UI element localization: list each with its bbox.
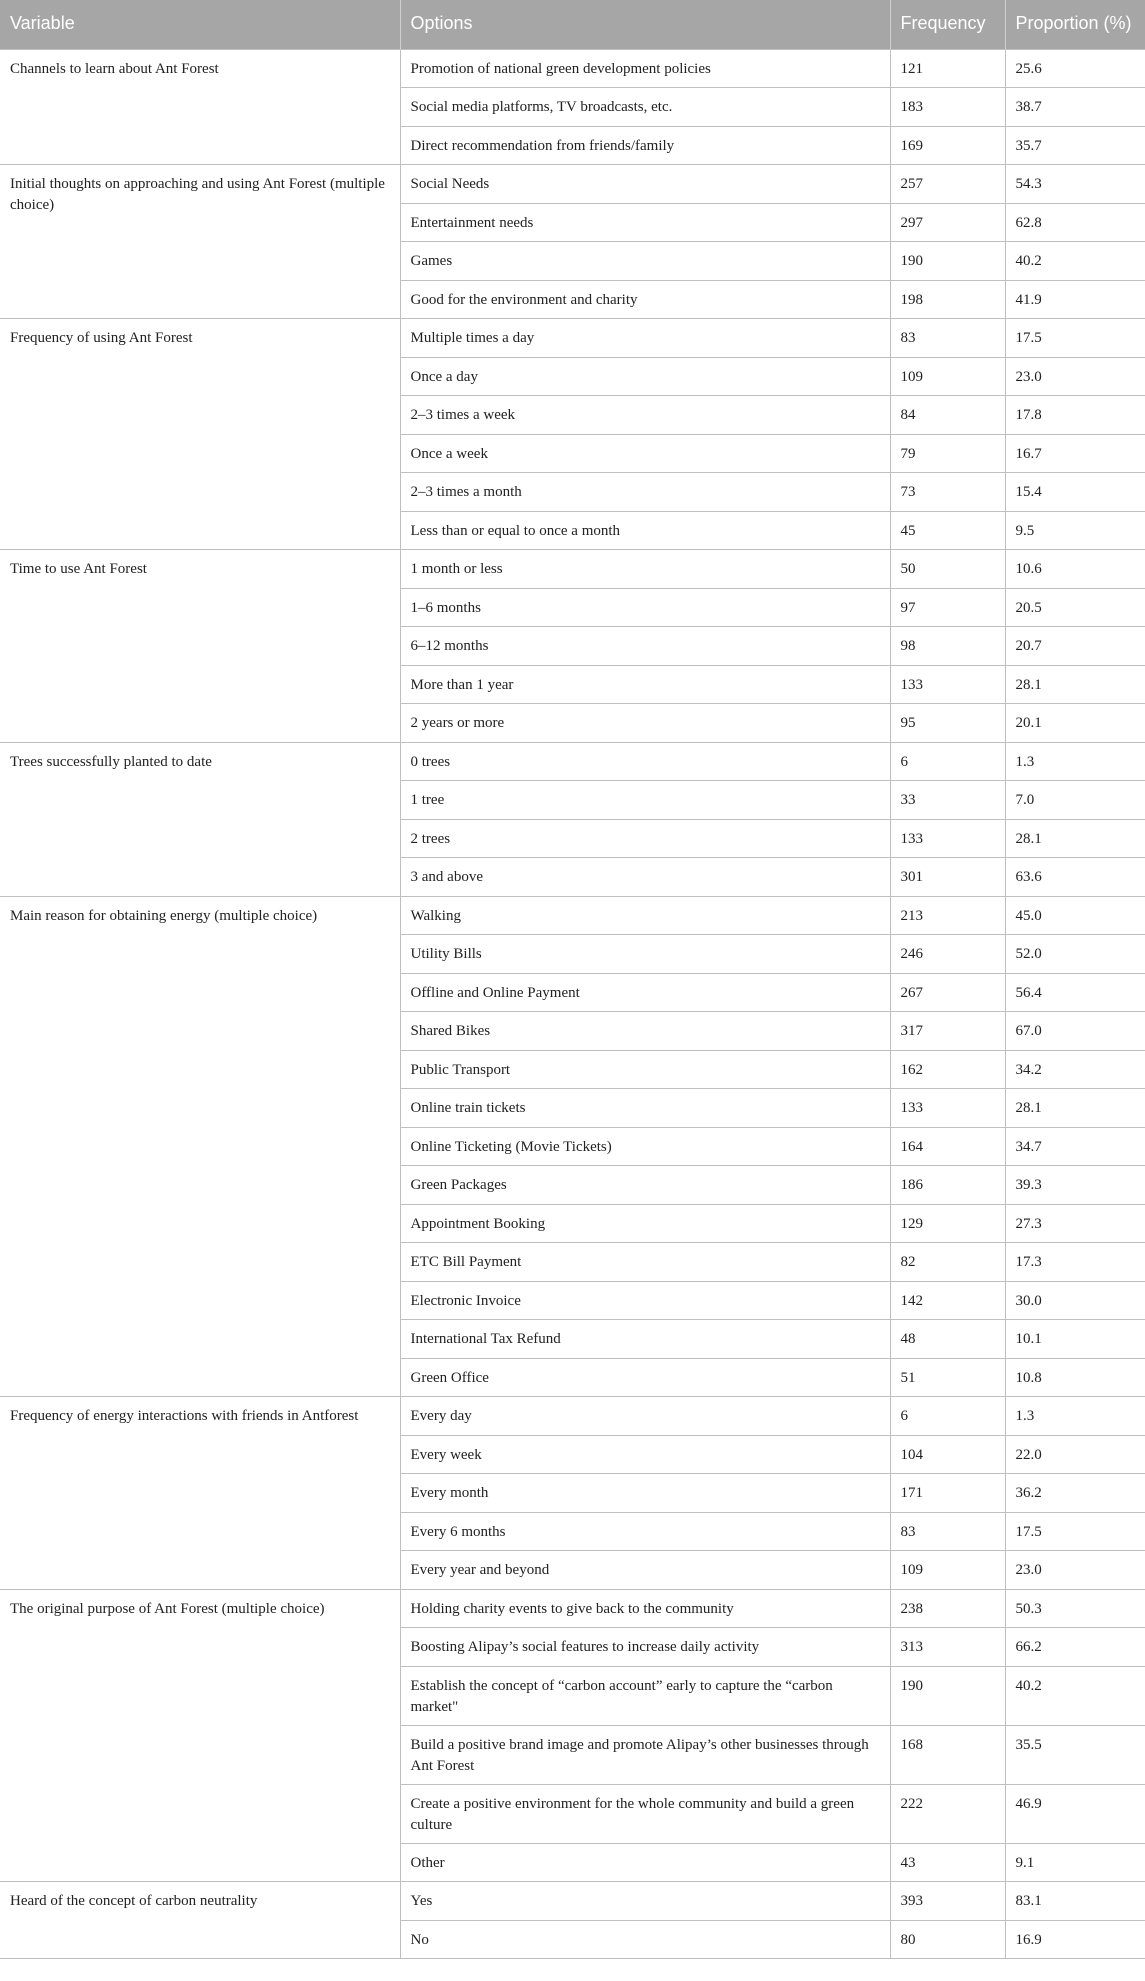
option-cell: More than 1 year [400,665,890,704]
frequency-cell: 213 [890,896,1005,935]
option-cell: Promotion of national green development policies [400,49,890,88]
option-cell: 3 and above [400,858,890,897]
frequency-cell: 82 [890,1243,1005,1282]
option-cell: Build a positive brand image and promote Alipay’s other businesses through Ant Forest [400,1725,890,1784]
proportion-cell: 28.1 [1005,819,1145,858]
option-cell: Every month [400,1474,890,1513]
proportion-cell: 35.7 [1005,126,1145,165]
proportion-cell: 1.3 [1005,1397,1145,1436]
option-cell: 0 trees [400,742,890,781]
frequency-cell: 73 [890,473,1005,512]
frequency-cell: 50 [890,550,1005,589]
table-row [0,49,1145,88]
frequency-cell: 79 [890,434,1005,473]
proportion-cell: 38.7 [1005,88,1145,127]
proportion-cell: 30.0 [1005,1281,1145,1320]
option-cell: Good for the environment and charity [400,280,890,319]
proportion-cell: 66.2 [1005,1628,1145,1667]
frequency-cell: 98 [890,627,1005,666]
option-cell: Entertainment needs [400,203,890,242]
option-cell: Games [400,242,890,281]
proportion-cell: 17.3 [1005,1243,1145,1282]
frequency-cell: 109 [890,357,1005,396]
frequency-cell: 43 [890,1843,1005,1882]
frequency-cell: 162 [890,1050,1005,1089]
proportion-cell: 83.1 [1005,1882,1145,1921]
proportion-cell: 36.2 [1005,1474,1145,1513]
proportion-cell: 9.5 [1005,511,1145,550]
proportion-cell: 35.5 [1005,1725,1145,1784]
proportion-cell: 67.0 [1005,1012,1145,1051]
frequency-cell: 109 [890,1551,1005,1590]
frequency-cell: 257 [890,165,1005,204]
frequency-cell: 80 [890,1920,1005,1959]
table-row [0,1589,1145,1628]
option-cell: Once a day [400,357,890,396]
option-cell: 2 trees [400,819,890,858]
option-cell: International Tax Refund [400,1320,890,1359]
option-cell: Online train tickets [400,1089,890,1128]
table-row [0,896,1145,935]
option-cell: Create a positive environment for the whole community and build a green culture [400,1784,890,1843]
option-cell: Yes [400,1882,890,1921]
frequency-cell: 171 [890,1474,1005,1513]
frequency-cell: 222 [890,1784,1005,1843]
proportion-cell: 15.4 [1005,473,1145,512]
frequency-cell: 104 [890,1435,1005,1474]
proportion-cell: 45.0 [1005,896,1145,935]
frequency-cell: 6 [890,742,1005,781]
option-cell: Every week [400,1435,890,1474]
proportion-cell: 54.3 [1005,165,1145,204]
proportion-cell: 63.6 [1005,858,1145,897]
option-cell: Holding charity events to give back to the community [400,1589,890,1628]
frequency-cell: 33 [890,781,1005,820]
option-cell: Social media platforms, TV broadcasts, etc. [400,88,890,127]
header-variable: Variable [0,0,400,49]
proportion-cell: 20.5 [1005,588,1145,627]
proportion-cell: 56.4 [1005,973,1145,1012]
option-cell: Every 6 months [400,1512,890,1551]
option-cell: 2–3 times a month [400,473,890,512]
frequency-cell: 97 [890,588,1005,627]
proportion-cell: 22.0 [1005,1435,1145,1474]
frequency-cell: 301 [890,858,1005,897]
frequency-cell: 142 [890,1281,1005,1320]
option-cell: Offline and Online Payment [400,973,890,1012]
proportion-cell: 52.0 [1005,935,1145,974]
frequency-cell: 133 [890,1089,1005,1128]
option-cell: Green Packages [400,1166,890,1205]
frequency-cell: 393 [890,1882,1005,1921]
variable-cell: Heard of the concept of carbon neutrality [0,1882,400,1959]
proportion-cell: 62.8 [1005,203,1145,242]
header-row [0,0,1145,49]
proportion-cell: 1.3 [1005,742,1145,781]
option-cell: Other [400,1843,890,1882]
proportion-cell: 28.1 [1005,1089,1145,1128]
proportion-cell: 41.9 [1005,280,1145,319]
option-cell: Establish the concept of “carbon account” early to capture the “carbon market" [400,1666,890,1725]
option-cell: Social Needs [400,165,890,204]
proportion-cell: 50.3 [1005,1589,1145,1628]
table-row [0,550,1145,589]
frequency-cell: 133 [890,819,1005,858]
table-body [0,49,1145,1959]
frequency-cell: 95 [890,704,1005,743]
proportion-cell: 10.6 [1005,550,1145,589]
header-frequency: Frequency [890,0,1005,49]
option-cell: 6–12 months [400,627,890,666]
frequency-cell: 183 [890,88,1005,127]
frequency-cell: 267 [890,973,1005,1012]
proportion-cell: 20.1 [1005,704,1145,743]
table-row [0,1397,1145,1436]
variable-cell: The original purpose of Ant Forest (multiple choice) [0,1589,400,1882]
frequency-cell: 51 [890,1358,1005,1397]
header-proportion: Proportion (%) [1005,0,1145,49]
proportion-cell: 40.2 [1005,242,1145,281]
option-cell: 2 years or more [400,704,890,743]
proportion-cell: 16.7 [1005,434,1145,473]
frequency-cell: 6 [890,1397,1005,1436]
proportion-cell: 27.3 [1005,1204,1145,1243]
frequency-cell: 238 [890,1589,1005,1628]
proportion-cell: 23.0 [1005,357,1145,396]
proportion-cell: 25.6 [1005,49,1145,88]
option-cell: Every day [400,1397,890,1436]
proportion-cell: 23.0 [1005,1551,1145,1590]
option-cell: Green Office [400,1358,890,1397]
option-cell: Less than or equal to once a month [400,511,890,550]
proportion-cell: 17.8 [1005,396,1145,435]
frequency-cell: 297 [890,203,1005,242]
frequency-cell: 168 [890,1725,1005,1784]
option-cell: 1 tree [400,781,890,820]
proportion-cell: 17.5 [1005,319,1145,358]
option-cell: Boosting Alipay’s social features to increase daily activity [400,1628,890,1667]
frequency-cell: 83 [890,1512,1005,1551]
proportion-cell: 39.3 [1005,1166,1145,1205]
option-cell: Walking [400,896,890,935]
frequency-cell: 164 [890,1127,1005,1166]
option-cell: Online Ticketing (Movie Tickets) [400,1127,890,1166]
option-cell: Appointment Booking [400,1204,890,1243]
frequency-cell: 317 [890,1012,1005,1051]
frequency-cell: 84 [890,396,1005,435]
frequency-cell: 190 [890,242,1005,281]
proportion-cell: 20.7 [1005,627,1145,666]
proportion-cell: 10.1 [1005,1320,1145,1359]
variable-cell: Initial thoughts on approaching and using Ant Forest (multiple choice) [0,165,400,319]
option-cell: Once a week [400,434,890,473]
option-cell: 2–3 times a week [400,396,890,435]
option-cell: No [400,1920,890,1959]
frequency-cell: 133 [890,665,1005,704]
option-cell: Every year and beyond [400,1551,890,1590]
table-row [0,165,1145,204]
option-cell: Multiple times a day [400,319,890,358]
variable-cell: Frequency of using Ant Forest [0,319,400,550]
option-cell: 1 month or less [400,550,890,589]
variable-cell: Frequency of energy interactions with friends in Antforest [0,1397,400,1590]
frequency-cell: 198 [890,280,1005,319]
frequency-cell: 313 [890,1628,1005,1667]
frequency-cell: 190 [890,1666,1005,1725]
option-cell: Electronic Invoice [400,1281,890,1320]
option-cell: Shared Bikes [400,1012,890,1051]
variable-cell: Main reason for obtaining energy (multiple choice) [0,896,400,1397]
proportion-cell: 16.9 [1005,1920,1145,1959]
option-cell: Public Transport [400,1050,890,1089]
option-cell: ETC Bill Payment [400,1243,890,1282]
table-row [0,319,1145,358]
proportion-cell: 34.2 [1005,1050,1145,1089]
proportion-cell: 17.5 [1005,1512,1145,1551]
table-header [0,0,1145,49]
frequency-cell: 129 [890,1204,1005,1243]
option-cell: Utility Bills [400,935,890,974]
frequency-cell: 246 [890,935,1005,974]
proportion-cell: 40.2 [1005,1666,1145,1725]
table-row [0,1882,1145,1921]
table-row [0,742,1145,781]
proportion-cell: 7.0 [1005,781,1145,820]
variable-cell: Channels to learn about Ant Forest [0,49,400,165]
proportion-cell: 46.9 [1005,1784,1145,1843]
frequency-cell: 169 [890,126,1005,165]
proportion-cell: 9.1 [1005,1843,1145,1882]
option-cell: Direct recommendation from friends/family [400,126,890,165]
frequency-cell: 186 [890,1166,1005,1205]
variable-cell: Trees successfully planted to date [0,742,400,896]
frequency-cell: 121 [890,49,1005,88]
variable-cell: Time to use Ant Forest [0,550,400,743]
proportion-cell: 10.8 [1005,1358,1145,1397]
frequency-cell: 83 [890,319,1005,358]
header-options: Options [400,0,890,49]
option-cell: 1–6 months [400,588,890,627]
frequency-cell: 48 [890,1320,1005,1359]
frequency-cell: 45 [890,511,1005,550]
proportion-cell: 28.1 [1005,665,1145,704]
proportion-cell: 34.7 [1005,1127,1145,1166]
